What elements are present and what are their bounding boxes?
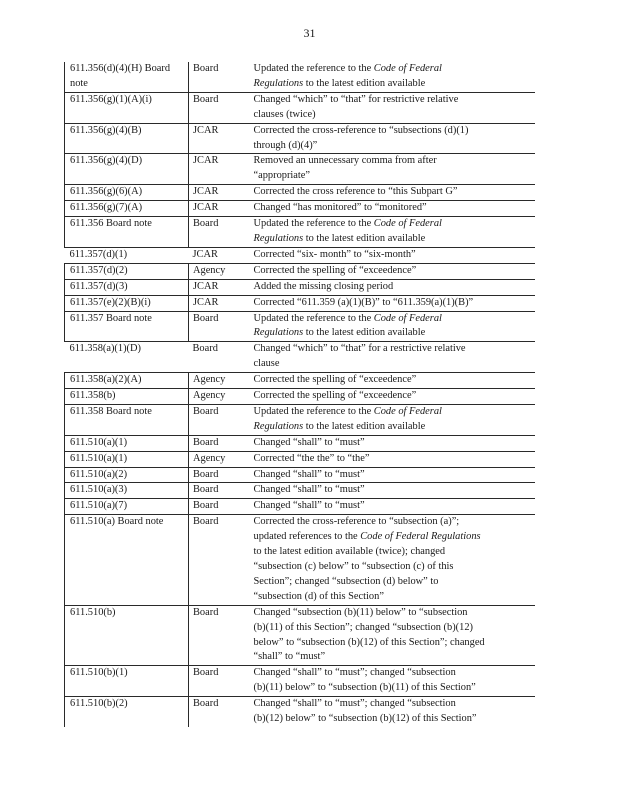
source-cell: JCAR	[189, 295, 250, 311]
change-text: Updated the reference to the	[253, 312, 374, 324]
section-cell: 611.356(g)(4)(B)	[65, 123, 189, 154]
source-cell: Board	[189, 515, 250, 605]
source-cell: JCAR	[189, 279, 250, 295]
change-cell	[250, 247, 535, 263]
change-text: Updated the reference to the	[253, 405, 374, 417]
change-cell	[250, 123, 535, 154]
change-text: Corrected the cross-reference to “subsections (d)(1)	[253, 124, 469, 136]
section-cell: 611.357(d)(1)	[65, 247, 189, 263]
table-row	[65, 201, 535, 217]
change-text: below” to “subsection (b)(12) of this Section”; changed	[253, 636, 485, 648]
change-text: Changed “subsection (b)(11) below” to “subsection	[253, 606, 468, 618]
change-cell	[250, 217, 535, 248]
table-row	[65, 451, 535, 467]
change-cell	[250, 295, 535, 311]
change-cell	[250, 263, 535, 279]
section-cell: 611.510(b)(1)	[65, 666, 189, 697]
source-cell: Agency	[189, 263, 250, 279]
change-citation: Regulations	[253, 232, 304, 244]
change-cell	[250, 451, 535, 467]
table-row	[65, 185, 535, 201]
table-row	[65, 123, 535, 154]
change-cell	[250, 154, 535, 185]
table-row	[65, 263, 535, 279]
change-text: Changed “which” to “that” for a restrictive relative	[253, 343, 466, 355]
change-cell	[250, 342, 535, 373]
table-row	[65, 483, 535, 499]
change-text: Changed “shall” to “must”	[253, 500, 365, 512]
change-text: Corrected “611.359 (a)(1)(B)” to “611.359(a)(1)(B)”	[253, 296, 474, 308]
amendments-table-body	[65, 62, 535, 727]
change-citation: Regulations	[253, 420, 304, 432]
change-text: Corrected the spelling of “exceedence”	[253, 264, 417, 276]
table-row	[65, 499, 535, 515]
section-cell: 611.510(a)(7)	[65, 499, 189, 515]
change-text: Changed “shall” to “must”	[253, 484, 365, 496]
change-text: clause	[253, 358, 280, 370]
source-cell: Board	[189, 217, 250, 248]
change-text: Changed “shall” to “must”; changed “subsection	[253, 667, 456, 679]
section-cell: 611.356 Board note	[65, 217, 189, 248]
source-cell: JCAR	[189, 201, 250, 217]
table-row	[65, 467, 535, 483]
table-row	[65, 154, 535, 185]
source-cell: Board	[189, 62, 250, 92]
section-cell: 611.356(g)(6)(A)	[65, 185, 189, 201]
change-text: (b)(11) below” to “subsection (b)(11) of this Section”	[253, 682, 476, 694]
table-row	[65, 62, 535, 92]
change-citation: Regulations	[253, 77, 304, 89]
change-text: through (d)(4)”	[253, 139, 318, 151]
source-cell: Board	[189, 483, 250, 499]
source-cell: JCAR	[189, 247, 250, 263]
change-text: Corrected the cross-reference to “subsection (a)”;	[253, 516, 460, 528]
change-cell	[250, 435, 535, 451]
change-cell	[250, 279, 535, 295]
source-cell: Board	[189, 499, 250, 515]
change-text: Corrected “six- month” to “six-month”	[253, 248, 416, 260]
change-text: Corrected the spelling of “exceedence”	[253, 374, 417, 386]
change-text: “appropriate”	[253, 170, 311, 182]
change-text: Corrected the spelling of “exceedence”	[253, 390, 417, 402]
section-cell: 611.356(g)(1)(A)(i)	[65, 92, 189, 123]
table-row	[65, 666, 535, 697]
change-citation: Code of Federal	[373, 63, 442, 74]
section-cell: 611.357(d)(2)	[65, 263, 189, 279]
source-cell: JCAR	[189, 154, 250, 185]
source-cell: Board	[189, 666, 250, 697]
change-cell	[250, 311, 535, 342]
source-cell: Agency	[189, 373, 250, 389]
source-cell: Board	[189, 311, 250, 342]
change-text: (b)(11) of this Section”; changed “subsection (b)(12)	[253, 621, 473, 633]
change-text: to the latest edition available	[303, 420, 426, 432]
section-cell: 611.358(a)(2)(A)	[65, 373, 189, 389]
change-text: “subsection (d) of this Section”	[253, 590, 384, 602]
change-text: Changed “has monitored” to “monitored”	[253, 202, 427, 214]
table-row	[65, 92, 535, 123]
source-cell: JCAR	[189, 185, 250, 201]
change-cell	[250, 92, 535, 123]
change-cell	[250, 483, 535, 499]
change-cell	[250, 373, 535, 389]
change-text: clauses (twice)	[253, 108, 316, 120]
change-text: Changed “shall” to “must”	[253, 436, 365, 448]
change-text: Updated the reference to the	[253, 63, 374, 74]
source-cell: Board	[189, 467, 250, 483]
section-cell: 611.510(a)(2)	[65, 467, 189, 483]
table-row	[65, 515, 535, 605]
section-cell: 611.510(a)(3)	[65, 483, 189, 499]
change-citation: Code of Federal Regulations	[360, 531, 481, 543]
change-text: “shall” to “must”	[253, 651, 326, 663]
table-row	[65, 373, 535, 389]
page-number: 31	[303, 26, 316, 40]
section-cell: 611.510(a)(1)	[65, 451, 189, 467]
table-row	[65, 435, 535, 451]
source-cell: Board	[189, 342, 250, 373]
change-cell	[250, 666, 535, 697]
section-cell: 611.356(d)(4)(H) Board note	[65, 62, 189, 92]
change-text: Section”; changed “subsection (d) below” to	[253, 575, 439, 587]
change-text: Changed “shall” to “must”	[253, 468, 365, 480]
source-cell: Board	[189, 697, 250, 727]
change-cell	[250, 404, 535, 435]
section-cell: 611.356(g)(7)(A)	[65, 201, 189, 217]
section-cell: 611.510(a)(1)	[65, 435, 189, 451]
source-cell: Board	[189, 435, 250, 451]
source-cell: Board	[189, 92, 250, 123]
change-cell	[250, 605, 535, 666]
section-cell: 611.510(b)(2)	[65, 697, 189, 727]
change-cell	[250, 515, 535, 605]
change-text: “subsection (c) below” to “subsection (c) of this	[253, 561, 454, 572]
section-cell: 611.357(e)(2)(B)(i)	[65, 295, 189, 311]
change-text: Corrected “the the” to “the”	[253, 452, 370, 464]
table-row	[65, 311, 535, 342]
change-text: to the latest edition available	[303, 232, 426, 244]
section-cell: 611.357(d)(3)	[65, 279, 189, 295]
table-row	[65, 279, 535, 295]
change-text: Changed “shall” to “must”; changed “subsection	[253, 698, 456, 710]
change-text: Removed an unnecessary comma from after	[253, 155, 437, 167]
table-row	[65, 404, 535, 435]
change-text: Added the missing closing period	[253, 280, 394, 292]
section-cell: 611.510(b)	[65, 605, 189, 666]
change-cell	[250, 697, 535, 727]
amendments-table	[64, 62, 535, 727]
change-cell	[250, 201, 535, 217]
table-row	[65, 697, 535, 727]
table-row	[65, 217, 535, 248]
source-cell: Board	[189, 404, 250, 435]
change-cell	[250, 62, 535, 92]
change-text: to the latest edition available	[303, 77, 426, 89]
table-row	[65, 295, 535, 311]
table-row	[65, 605, 535, 666]
change-citation: Code of Federal	[373, 218, 442, 230]
section-cell: 611.358(a)(1)(D)	[65, 342, 189, 373]
section-cell: 611.358 Board note	[65, 404, 189, 435]
table-row	[65, 389, 535, 405]
section-cell: 611.510(a) Board note	[65, 515, 189, 605]
change-cell	[250, 499, 535, 515]
source-cell: JCAR	[189, 123, 250, 154]
table-row	[65, 342, 535, 373]
change-text: to the latest edition available	[303, 327, 426, 339]
change-text: to the latest edition available (twice); changed	[253, 546, 446, 558]
section-cell: 611.356(g)(4)(D)	[65, 154, 189, 185]
change-cell	[250, 185, 535, 201]
change-text: (b)(12) below” to “subsection (b)(12) of this Section”	[253, 713, 477, 725]
table-row	[65, 247, 535, 263]
change-text: Corrected the cross reference to “this Subpart G”	[253, 186, 458, 198]
change-text: Updated the reference to the	[253, 218, 374, 230]
change-text: updated references to the	[253, 531, 361, 543]
source-cell: Board	[189, 605, 250, 666]
section-cell: 611.358(b)	[65, 389, 189, 405]
change-citation: Regulations	[253, 327, 304, 339]
source-cell: Agency	[189, 451, 250, 467]
source-cell: Agency	[189, 389, 250, 405]
change-cell	[250, 467, 535, 483]
change-text: Changed “which” to “that” for restrictive relative	[253, 93, 459, 105]
change-citation: Code of Federal	[373, 312, 442, 324]
change-cell	[250, 389, 535, 405]
section-cell: 611.357 Board note	[65, 311, 189, 342]
change-citation: Code of Federal	[373, 405, 442, 417]
